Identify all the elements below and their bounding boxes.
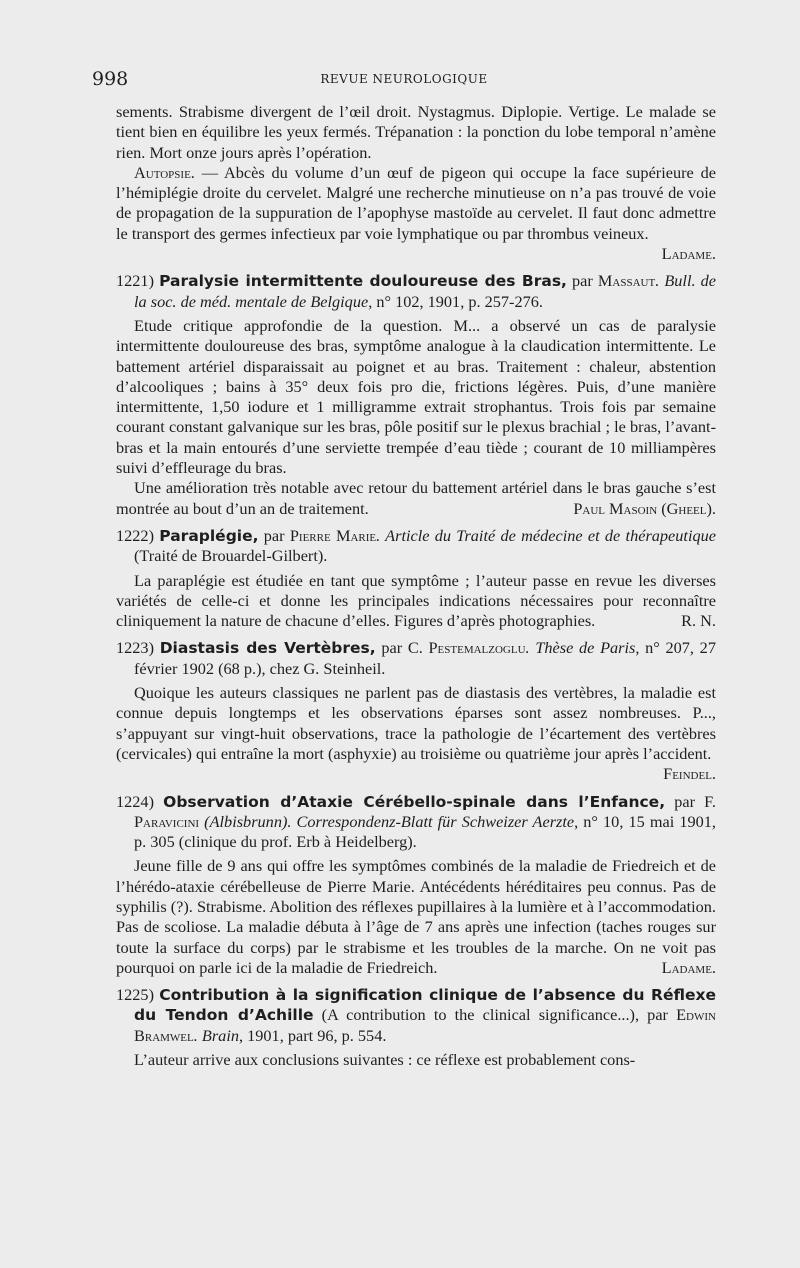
entry-details: , n° 10, 15 mai 1901, p. 305 (clinique du prof. Erb à Heidelberg). xyxy=(134,811,716,852)
entry-number: 1222) xyxy=(116,525,154,545)
signature: Feindel. xyxy=(663,764,716,784)
entry-author: Paravicini xyxy=(134,811,200,831)
entry-by: par F. xyxy=(665,791,716,811)
entry-heading-1223 xyxy=(116,638,716,679)
entry-title: Paralysie intermittente douloureuse des Bras, xyxy=(159,272,567,291)
running-head: REVUE NEUROLOGIQUE xyxy=(320,72,488,86)
entry-details: (Traité de Brouardel-Gilbert). xyxy=(134,546,328,566)
paragraph-autopsie xyxy=(116,163,716,264)
article-body xyxy=(116,102,716,1070)
entry-paragraph-text: Jeune fille de 9 ans qui offre les symptômes combinés de la maladie de Friedreich et de l’hérédo-ataxie cérébelleuse de Pierre Marie. Antécédents héréditaires peu connus. Pas de syphilis (?). Strabisme. Abolition des réflexes pupillaires à la lumière et à l’accommodation. Pas de scoliose. La maladie débuta à l’âge de 7 ans après une infection (taches rouges sur toute la surface du corps) par le strabisme et les troubles de la marche. On ne voit pas pourquoi on parle ici de la maladie de Friedreich. xyxy=(116,856,716,977)
entry-number: 1225) xyxy=(116,985,154,1005)
entry-by: par xyxy=(566,271,598,291)
signature: Ladame. xyxy=(661,244,716,264)
entry-details: , n° 102, 1901, p. 257-276. xyxy=(368,291,543,311)
entry-paragraph: Etude critique approfondie de la question. M... a observé un cas de paralysie intermittente douloureuse des bras, symptôme analogue à la claudication intermittente. Le battement artériel disparaissait au poignet et au bras. Traitement : chaleur, abstention d’alcooliques ; bains à 35° deux fois pro die, frictions légères. Puis, d’une manière intermittente, 1,50 iodure et 1 milligramme extrait strophantus. Trois fois par semaine courant constant galvanique sur les bras, pôle positif sur le plexus brachial ; le bras, l’avant-bras et la main entourés d’une serviette trempée d’eau tiède ; courant de 10 milliampères suivi d’effleurage du bras. xyxy=(116,315,716,478)
entry-paragraph-text: Une amélioration très notable avec retour du battement artériel dans le bras gauche s’est montrée au bout d’un an de traitement. xyxy=(116,478,716,518)
entry-reference: . Thèse de Paris xyxy=(525,638,636,658)
entry-reference: . Article du Traité de médecine et de thérapeutique xyxy=(376,525,716,545)
entry-paragraph xyxy=(116,571,716,632)
entry-paragraph xyxy=(116,478,716,519)
entry-heading-1221 xyxy=(116,271,716,312)
signature: Paul Masoin (Gheel). xyxy=(573,498,716,518)
page-number: 998 xyxy=(92,68,129,90)
entry-reference: . Brain xyxy=(193,1025,239,1045)
entry-title: Contribution à la signification clinique de l’absence du Réflexe du Tendon d’Achille xyxy=(134,986,716,1025)
entry-title: Observation d’Ataxie Cérébello-spinale dans l’Enfance, xyxy=(163,792,666,811)
entry-reference: (Albisbrunn). Correspondenz-Blatt für Schweizer Aerzte xyxy=(199,811,575,831)
page-header xyxy=(88,68,720,92)
entry-author: Pestemalzoglu xyxy=(428,638,526,658)
entry-details: , 1901, part 96, p. 554. xyxy=(238,1025,387,1045)
signature: Ladame. xyxy=(661,957,716,977)
entry-author: Pierre Marie xyxy=(289,525,377,545)
entry-paragraph-text: Quoique les auteurs classiques ne parlent pas de diastasis des vertèbres, la maladie est connue depuis longtemps et les observations éparses sont assez nombreuses. P..., s’appuyant sur vingt-huit observations, trace la pathologie de l’écartement des vertèbres (cervicales) qui entraîne la mort (asphyxie) au troisième ou quatrième jour après l’accident. xyxy=(116,683,716,763)
entry-details: , n° 207, 27 février 1902 (68 p.), chez G. Steinheil. xyxy=(134,638,716,678)
entry-by: par xyxy=(258,525,290,545)
entry-paragraph: L’auteur arrive aux conclusions suivantes : ce réflexe est probablement cons- xyxy=(134,1050,636,1070)
entry-paragraph xyxy=(116,683,716,784)
entry-heading-1224 xyxy=(116,792,716,853)
entry-author: Edwin Bramwel xyxy=(134,1005,716,1045)
autopsie-label: Autopsie. xyxy=(134,162,195,182)
entry-by: par C. xyxy=(375,638,429,658)
entry-heading-1225 xyxy=(116,985,716,1046)
entry-by: (A contribution to the clinical significance...), par xyxy=(313,1005,677,1025)
paragraph-continuation: sements. Strabisme divergent de l’œil droit. Nystagmus. Diplopie. Vertige. Le malade se tient bien en équilibre les yeux fermés. Trépanation : la ponction du lobe temporal n’amène rien. Mort onze jours après l’opération. xyxy=(116,102,716,162)
entry-number: 1224) xyxy=(116,791,154,811)
entry-title: Paraplégie, xyxy=(159,526,259,545)
entry-paragraph xyxy=(116,856,716,978)
entry-heading-1222 xyxy=(116,526,716,567)
autopsie-text: — Abcès du volume d’un œuf de pigeon qui occupe la face supérieure de l’hémiplégie droite du cervelet. Malgré une recherche minutieuse on n’a pas trouvé de voie de propagation de la suppuration de l’apophyse mastoïde au cervelet. Il faut donc admettre le transport des germes infectieux par voie lymphatique ou par thrombus veineux. xyxy=(116,162,716,243)
entry-author: Massaut xyxy=(597,271,656,291)
entry-number: 1221) xyxy=(116,271,154,291)
entry-title: Diastasis des Vertèbres, xyxy=(159,639,376,658)
signature: R. N. xyxy=(681,611,716,631)
entry-paragraph-text: La paraplégie est étudiée en tant que symptôme ; l’auteur passe en revue les diverses variétés de celle-ci et donne les principales indications nécessaires pour reconnaître cliniquement la nature de chacune d’elles. Figures d’après photographies. xyxy=(116,570,716,631)
entry-reference: . Bull. de la soc. de méd. mentale de Belgique xyxy=(134,271,717,311)
entry-number: 1223) xyxy=(116,638,154,658)
